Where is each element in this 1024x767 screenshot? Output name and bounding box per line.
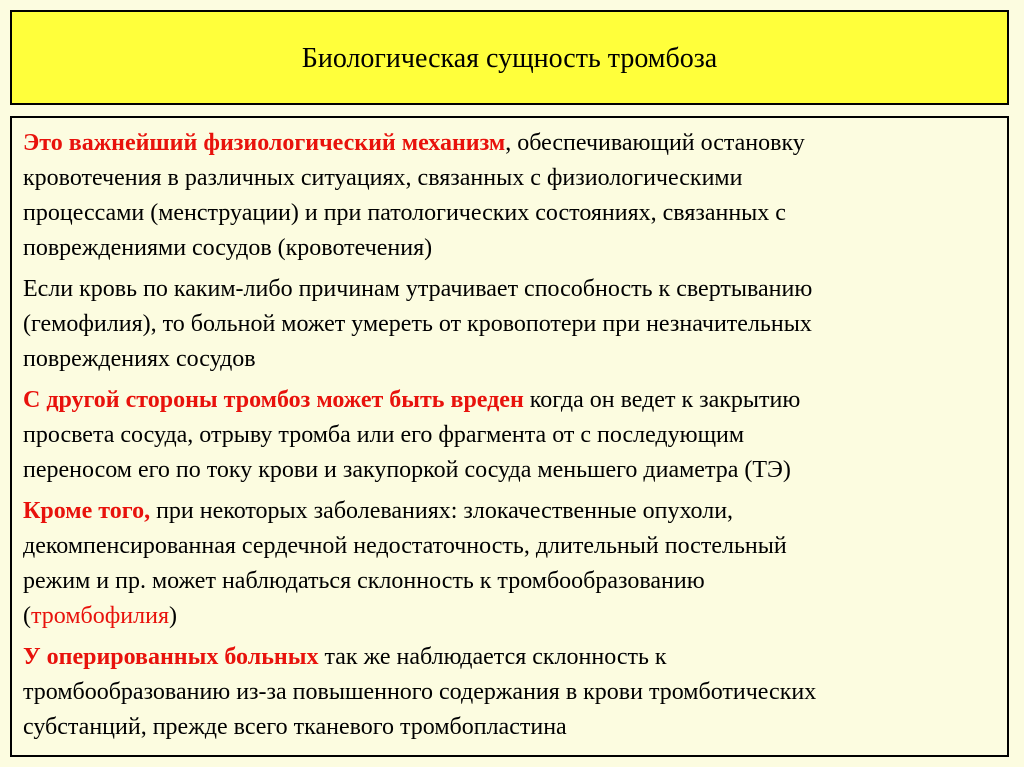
text-line xyxy=(23,710,1007,745)
text-segment: декомпенсированная сердечной недостаточность, длительный постельный xyxy=(23,533,787,559)
paragraph xyxy=(23,126,1007,266)
text-segment: кровотечения в различных ситуациях, связанных с физиологическими xyxy=(23,165,743,191)
paragraph xyxy=(23,383,1007,488)
text-segment: , обеспечивающий остановку xyxy=(505,130,805,156)
text-line xyxy=(23,383,1007,418)
title-banner xyxy=(10,10,1009,105)
text-line xyxy=(23,599,1007,634)
text-line xyxy=(23,564,1007,599)
text-line xyxy=(23,675,1007,710)
text-line xyxy=(23,640,1007,675)
text-line xyxy=(23,342,1007,377)
text-segment: при некоторых заболеваниях: злокачественные опухоли, xyxy=(150,498,734,524)
text-line xyxy=(23,126,1007,161)
text-segment: переносом его по току крови и закупоркой сосуда меньшего диаметра (ТЭ) xyxy=(23,457,791,483)
text-segment: процессами (менструации) и при патологических состояниях, связанных с xyxy=(23,200,786,226)
text-line xyxy=(23,196,1007,231)
highlighted-text: Кроме того, xyxy=(23,498,151,524)
text-line xyxy=(23,494,1007,529)
text-line xyxy=(23,161,1007,196)
highlighted-text: тромбофилия xyxy=(31,603,169,629)
text-segment: Если кровь по каким-либо причинам утрачивает способность к свертыванию xyxy=(23,276,813,302)
text-line xyxy=(23,529,1007,564)
slide-title: Биологическая сущность тромбоза xyxy=(301,42,718,74)
text-line xyxy=(23,272,1007,307)
text-segment: повреждениями сосудов (кровотечения) xyxy=(23,235,433,261)
highlighted-text: Это важнейший физиологический механизм xyxy=(23,130,506,156)
text-segment: режим и пр. может наблюдаться склонность к тромбообразованию xyxy=(23,568,705,594)
highlighted-text: С другой стороны тромбоз может быть вреден xyxy=(23,387,524,413)
text-segment: повреждениях сосудов xyxy=(23,346,256,372)
paragraph xyxy=(23,272,1007,377)
text-segment: так же наблюдается склонность к xyxy=(318,644,667,670)
text-segment: тромбообразованию из-за повышенного содержания в крови тромботических xyxy=(23,679,817,705)
text-segment: ) xyxy=(168,603,177,629)
text-segment: (гемофилия), то больной может умереть от кровопотери при незначительных xyxy=(23,311,812,337)
paragraph xyxy=(23,494,1007,634)
text-segment: просвета сосуда, отрыву тромба или его фрагмента от с последующим xyxy=(23,422,745,448)
text-line xyxy=(23,307,1007,342)
text-segment: ( xyxy=(23,603,31,629)
paragraph xyxy=(23,640,1007,745)
text-line xyxy=(23,231,1007,266)
text-line xyxy=(23,418,1007,453)
text-segment: когда он ведет к закрытию xyxy=(523,387,801,413)
highlighted-text: У оперированных больных xyxy=(23,644,319,670)
text-line xyxy=(23,453,1007,488)
content-panel xyxy=(10,116,1009,757)
text-segment: субстанций, прежде всего тканевого тромбопластина xyxy=(23,714,567,740)
